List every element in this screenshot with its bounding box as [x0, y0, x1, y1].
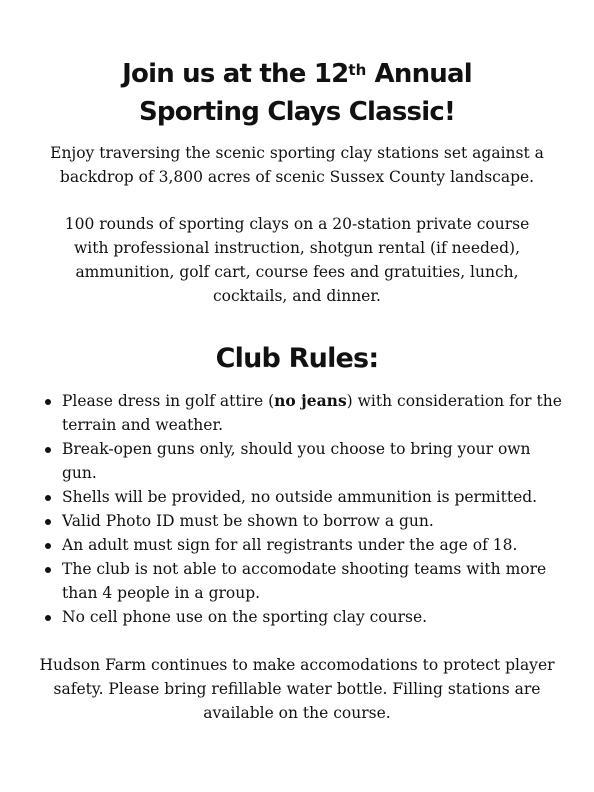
- title-line2: Sporting Clays Classic!: [138, 97, 456, 127]
- bullet-icon: [45, 519, 51, 525]
- bullet-icon: [45, 399, 51, 405]
- rule-text: Break-open guns only, should you choose to bring your own gun.: [62, 440, 531, 482]
- rule-item: [62, 389, 567, 437]
- rule1-after: ) with consideration for the terrain and weather.: [62, 392, 562, 434]
- rule-text: Shells will be provided, no outside ammunition is permitted.: [62, 488, 538, 506]
- bullet-icon: [45, 615, 51, 621]
- rule-item: [62, 557, 567, 605]
- rule-text: No cell phone use on the sporting clay course.: [62, 608, 428, 626]
- rules-list: [62, 389, 567, 629]
- bullet-icon: [45, 495, 51, 501]
- rule-item: [62, 605, 567, 629]
- rule-item: [62, 533, 567, 557]
- details-paragraph: 100 rounds of sporting clays on a 20-station private course with professional instruction, shotgun rental (if needed), ammunition, golf cart, course fees and gratuities, lunch, cocktails, and dinner.: [64, 215, 530, 305]
- page-title: [0, 55, 594, 131]
- title-line1-prefix: Join us at the 12: [122, 59, 349, 89]
- rule-item: [62, 437, 567, 485]
- rule-item: [62, 509, 567, 533]
- title-superscript: th: [348, 61, 367, 79]
- rule-text: Valid Photo ID must be shown to borrow a gun.: [62, 512, 434, 530]
- rule1-before: Please dress in golf attire (: [62, 392, 275, 410]
- bullet-icon: [45, 447, 51, 453]
- rule1-bold: no jeans: [274, 391, 347, 410]
- intro-paragraph: Enjoy traversing the scenic sporting clay stations set against a backdrop of 3,800 acres of scenic Sussex County landscape.: [50, 144, 544, 186]
- rule-text: An adult must sign for all registrants under the age of 18.: [62, 536, 518, 554]
- bullet-icon: [45, 567, 51, 573]
- bullet-icon: [45, 543, 51, 549]
- title-line1-suffix: Annual: [366, 59, 472, 89]
- rules-heading: Club Rules:: [215, 343, 379, 374]
- closing-paragraph: Hudson Farm continues to make accomodations to protect player safety. Please bring refillable water bottle. Filling stations are available on the course.: [39, 656, 555, 722]
- rule-text: The club is not able to accomodate shooting teams with more than 4 people in a group.: [62, 560, 547, 602]
- rule-item: [62, 485, 567, 509]
